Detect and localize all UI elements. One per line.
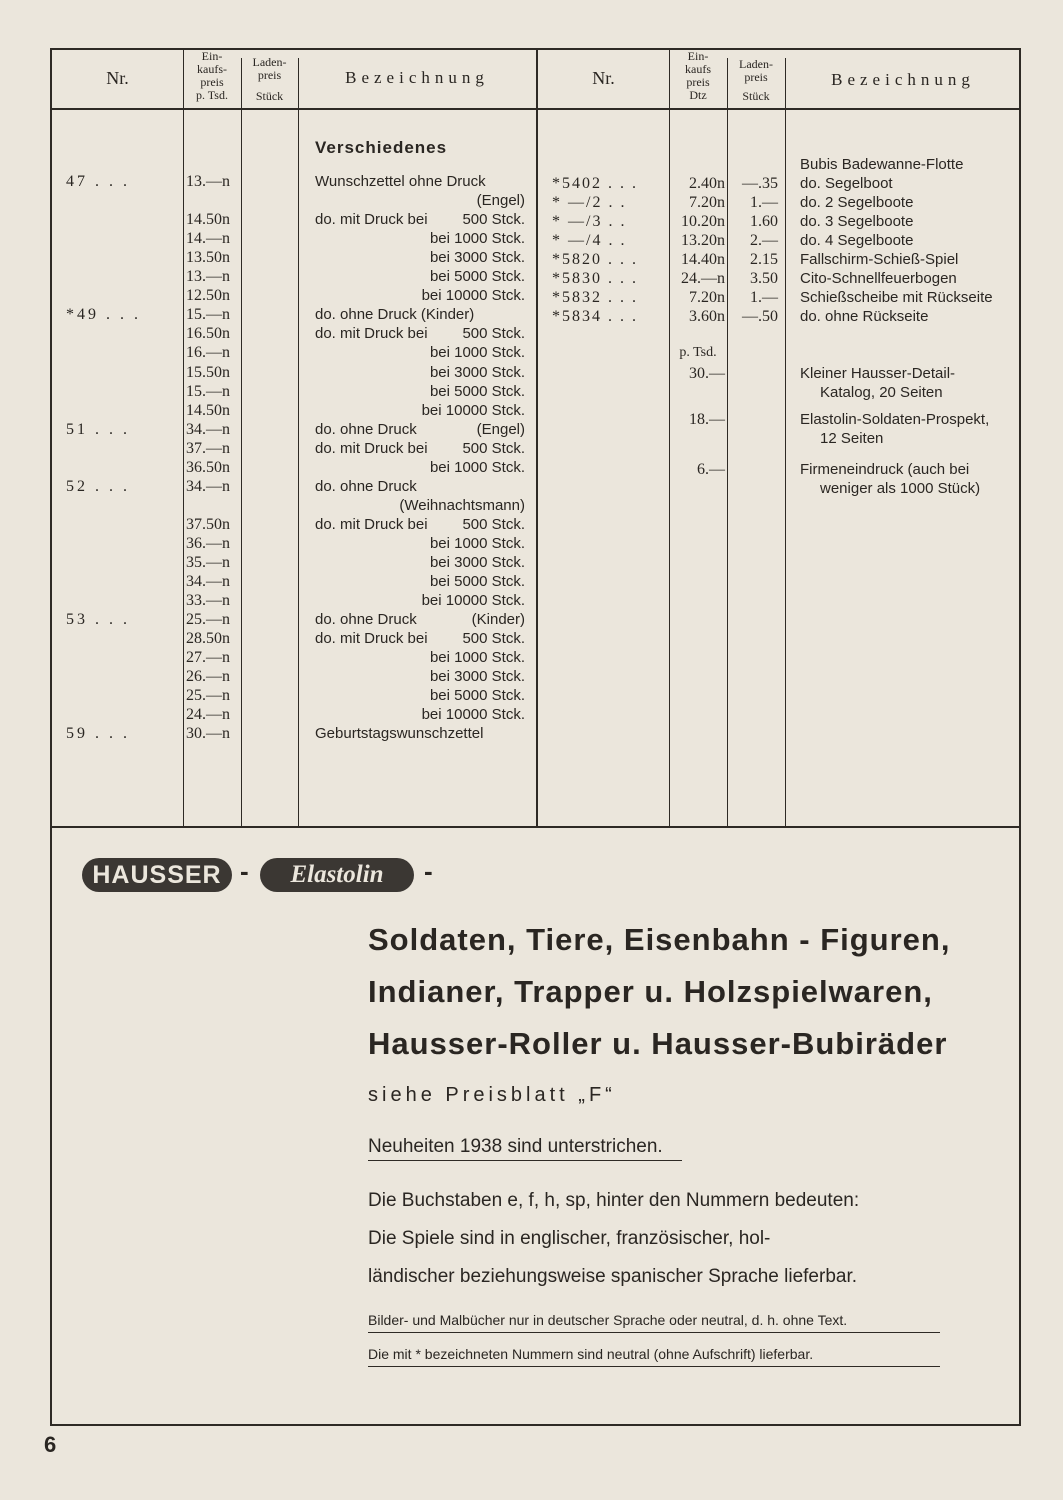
row-price: 16.50n: [186, 325, 230, 342]
extra-price: 18.—: [689, 411, 725, 428]
row-nr: * —/4 . .: [552, 232, 627, 249]
row-laden: 2.—: [750, 232, 778, 249]
row-price: 2.40n: [689, 175, 725, 192]
logo-trailing-dash: -: [424, 856, 433, 886]
buchstaben-line-3: ländischer beziehungsweise spanischer Sprache lieferbar.: [368, 1266, 858, 1287]
left-col-line-2: [241, 58, 242, 826]
row-qty: bei 1000 Stck.: [429, 459, 525, 476]
row-laden: 1.60: [750, 213, 778, 230]
row-price: 14.50n: [186, 211, 230, 228]
header-laden-left: Laden- preis Stück: [252, 55, 287, 103]
row-qty: (Kinder): [471, 611, 525, 628]
buchstaben-line-2: Die Spiele sind in englischer, französischer, hol-: [368, 1228, 771, 1249]
right-col-line-1: [669, 50, 670, 826]
row-price: 34.—n: [186, 421, 230, 438]
row-price: 7.20n: [689, 194, 725, 211]
row-qty: 500 Stck.: [462, 630, 525, 647]
neutral-note: Die mit * bezeichneten Nummern sind neutral (ohne Aufschrift) lieferbar.: [368, 1346, 814, 1362]
row-price: 3.60n: [689, 308, 725, 325]
row-price: 24.—n: [681, 270, 725, 287]
row-price: 7.20n: [689, 289, 725, 306]
malbuecher-underline: [368, 1332, 940, 1333]
row-qty: 500 Stck.: [462, 516, 525, 533]
row-nr: * —/3 . .: [552, 213, 627, 230]
row-price: 36.—n: [186, 535, 230, 552]
row-qty: bei 5000 Stck.: [429, 383, 525, 400]
extra-desc-1: Kleiner Hausser-Detail-: [800, 365, 956, 382]
row-desc: Cito-Schnellfeuerbogen: [800, 270, 957, 287]
row-price: 30.—n: [186, 725, 230, 742]
extra-price: 6.—: [697, 461, 725, 478]
row-laden: 1.—: [750, 194, 778, 211]
row-nr: 47 . . .: [66, 173, 130, 190]
row-price: 15.—n: [186, 306, 230, 323]
row-qty: 500 Stck.: [462, 211, 525, 228]
neutral-underline: [368, 1366, 940, 1367]
neuheiten-underline: [368, 1160, 682, 1161]
row-price: 16.—n: [186, 344, 230, 361]
row-qty: bei 1000 Stck.: [429, 535, 525, 552]
row-price: 13.—n: [186, 268, 230, 285]
row-desc: Bubis Badewanne-Flotte: [800, 156, 964, 173]
row-desc: do. ohne Druck (Kinder): [315, 306, 475, 323]
row-price: 10.20n: [681, 213, 725, 230]
row-desc: Wunschzettel ohne Druck: [315, 173, 486, 190]
row-qty: 500 Stck.: [462, 325, 525, 342]
row-price: 14.40n: [681, 251, 725, 268]
center-divider: [536, 50, 538, 826]
row-price: 37.—n: [186, 440, 230, 457]
row-price: 28.50n: [186, 630, 230, 647]
row-qty: bei 10000 Stck.: [421, 706, 525, 723]
row-qty: bei 3000 Stck.: [429, 668, 525, 685]
row-nr: * —/2 . .: [552, 194, 627, 211]
row-price: 27.—n: [186, 649, 230, 666]
row-qty: bei 10000 Stck.: [421, 402, 525, 419]
row-laden: 3.50: [750, 270, 778, 287]
row-desc: do. 3 Segelboote: [800, 213, 914, 230]
row-nr: 52 . . .: [66, 478, 130, 495]
row-nr: *5832 . . .: [552, 289, 638, 306]
row-price: 14.—n: [186, 230, 230, 247]
row-nr: *5834 . . .: [552, 308, 638, 325]
row-price: 35.—n: [186, 554, 230, 571]
row-qty: bei 5000 Stck.: [429, 268, 525, 285]
row-nr: *49 . . .: [66, 306, 141, 323]
row-laden: —.35: [742, 175, 778, 192]
row-desc: Schießscheibe mit Rückseite: [800, 289, 993, 306]
row-desc: do. 4 Segelboote: [800, 232, 914, 249]
row-qty: (Engel): [476, 421, 525, 438]
row-price: 34.—n: [186, 478, 230, 495]
row-qty: bei 3000 Stck.: [429, 554, 525, 571]
elastolin-logo: Elastolin: [260, 858, 414, 892]
row-desc: do. mit Druck bei: [315, 440, 428, 457]
row-price: 25.—n: [186, 687, 230, 704]
row-price: 25.—n: [186, 611, 230, 628]
row-qty: (Engel): [476, 192, 525, 209]
row-nr: *5402 . . .: [552, 175, 638, 192]
row-price: 26.—n: [186, 668, 230, 685]
row-qty: bei 10000 Stck.: [421, 287, 525, 304]
row-qty: bei 5000 Stck.: [429, 687, 525, 704]
row-price: 12.50n: [186, 287, 230, 304]
header-einkauf-left: Ein- kaufs- preis p. Tsd.: [196, 49, 228, 102]
row-price: 13.50n: [186, 249, 230, 266]
row-laden: 2.15: [750, 251, 778, 268]
row-nr: *5830 . . .: [552, 270, 638, 287]
hausser-logo: HAUSSER: [82, 858, 232, 892]
ad-line-3: Hausser-Roller u. Hausser-Bubiräder: [368, 1026, 948, 1061]
row-nr: 51 . . .: [66, 421, 130, 438]
row-price: 36.50n: [186, 459, 230, 476]
left-col-line-3: [298, 58, 299, 826]
logo-separator: -: [240, 856, 249, 886]
row-price: 33.—n: [186, 592, 230, 609]
row-price: 13.20n: [681, 232, 725, 249]
row-nr: 59 . . .: [66, 725, 130, 742]
row-desc: do. ohne Druck: [315, 421, 417, 438]
row-qty: 500 Stck.: [462, 440, 525, 457]
header-laden-right: Laden- preis Stück: [739, 57, 773, 103]
row-desc: do. ohne Druck: [315, 611, 417, 628]
page-number: 6: [44, 1432, 57, 1457]
row-desc: do. ohne Druck: [315, 478, 417, 495]
row-price: 37.50n: [186, 516, 230, 533]
row-desc: do. mit Druck bei: [315, 516, 428, 533]
row-desc: do. Segelboot: [800, 175, 893, 192]
row-desc: do. mit Druck bei: [315, 630, 428, 647]
extra-desc-2: weniger als 1000 Stück): [820, 480, 981, 497]
header-bezeichnung-left: Bezeichnung: [345, 68, 489, 87]
ptsd-label: p. Tsd.: [679, 345, 717, 360]
section-title: Verschiedenes: [315, 138, 448, 157]
row-qty: bei 3000 Stck.: [429, 364, 525, 381]
extra-desc-1: Firmeneindruck (auch bei: [800, 461, 970, 478]
row-price: 34.—n: [186, 573, 230, 590]
extra-desc-2: 12 Seiten: [820, 430, 884, 447]
ad-line-2: Indianer, Trapper u. Holzspielwaren,: [368, 974, 933, 1009]
ad-divider: [52, 826, 1020, 828]
left-col-line-1: [183, 50, 184, 826]
right-col-line-3: [785, 58, 786, 826]
row-qty: (Weihnachtsmann): [399, 497, 525, 514]
row-qty: bei 1000 Stck.: [429, 344, 525, 361]
row-price: 15.50n: [186, 364, 230, 381]
extra-price: 30.—: [689, 365, 725, 382]
row-desc: Fallschirm-Schieß-Spiel: [800, 251, 959, 268]
header-bezeichnung-right: Bezeichnung: [831, 70, 975, 89]
row-laden: —.50: [742, 308, 778, 325]
siehe-preisblatt: siehe Preisblatt „F“: [368, 1084, 616, 1106]
header-einkauf-right: Ein- kaufs preis Dtz: [685, 49, 711, 102]
row-desc: Geburtstagswunschzettel: [315, 725, 484, 742]
extra-desc-2: Katalog, 20 Seiten: [820, 384, 943, 401]
row-qty: bei 1000 Stck.: [429, 230, 525, 247]
extra-desc-1: Elastolin-Soldaten-Prospekt,: [800, 411, 990, 428]
row-desc: do. 2 Segelboote: [800, 194, 914, 211]
neuheiten-note: Neuheiten 1938 sind unterstrichen.: [368, 1136, 663, 1157]
row-qty: bei 1000 Stck.: [429, 649, 525, 666]
row-price: 13.—n: [186, 173, 230, 190]
row-qty: bei 10000 Stck.: [421, 592, 525, 609]
row-price: 24.—n: [186, 706, 230, 723]
header-nr-left: Nr.: [106, 68, 129, 88]
row-nr: *5820 . . .: [552, 251, 638, 268]
row-desc: do. ohne Rückseite: [800, 308, 929, 325]
row-desc: do. mit Druck bei: [315, 325, 428, 342]
row-qty: bei 3000 Stck.: [429, 249, 525, 266]
row-desc: do. mit Druck bei: [315, 211, 428, 228]
header-nr-right: Nr.: [592, 68, 615, 88]
row-laden: 1.—: [750, 289, 778, 306]
malbuecher-note: Bilder- und Malbücher nur in deutscher Sprache oder neutral, d. h. ohne Text.: [368, 1312, 848, 1328]
buchstaben-line-1: Die Buchstaben e, f, h, sp, hinter den Nummern bedeuten:: [368, 1190, 860, 1211]
row-qty: bei 5000 Stck.: [429, 573, 525, 590]
row-nr: 53 . . .: [66, 611, 130, 628]
row-price: 14.50n: [186, 402, 230, 419]
row-price: 15.—n: [186, 383, 230, 400]
ad-line-1: Soldaten, Tiere, Eisenbahn - Figuren,: [368, 922, 951, 957]
